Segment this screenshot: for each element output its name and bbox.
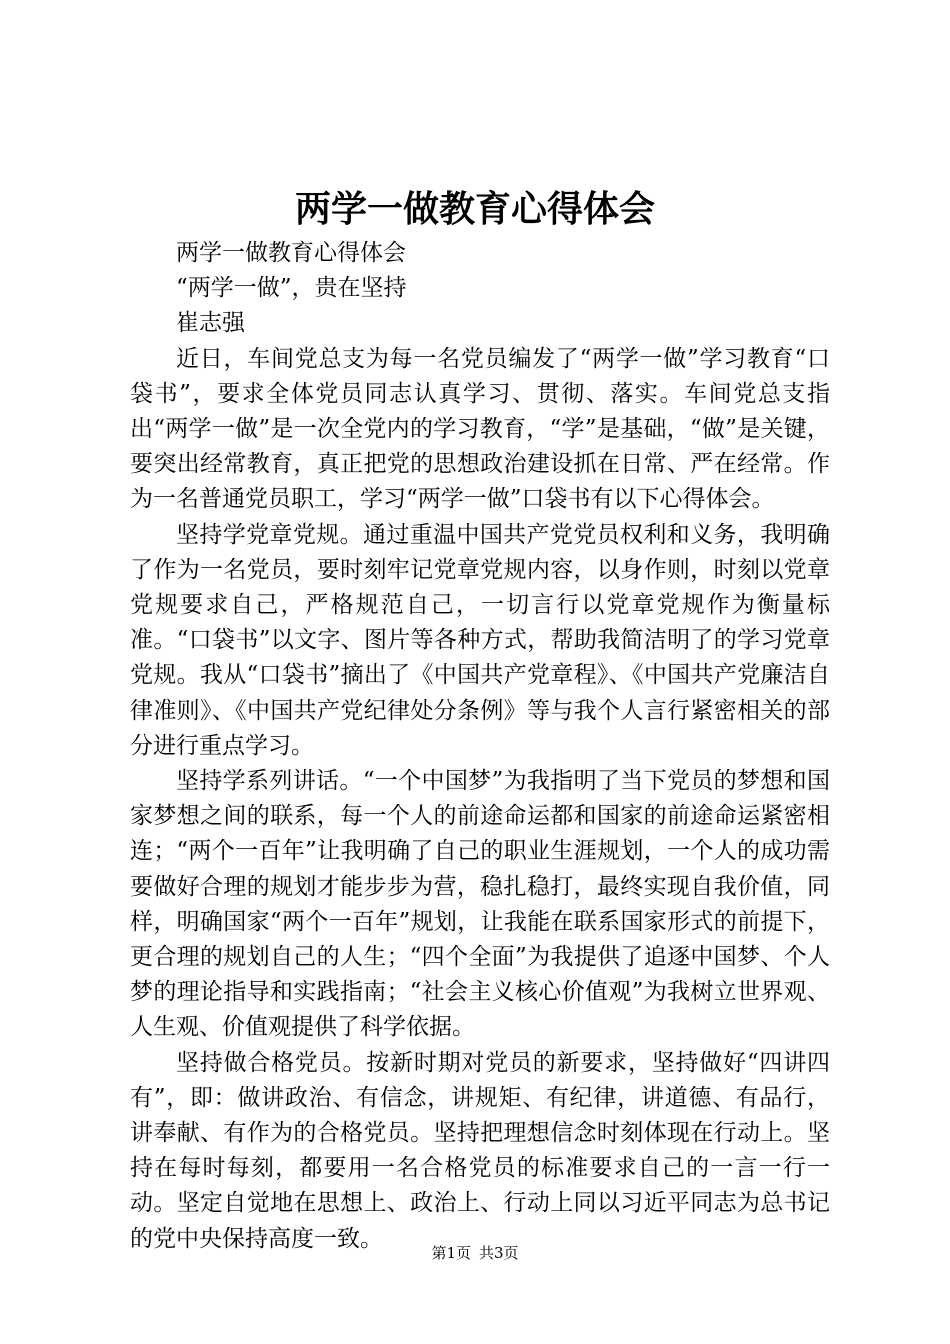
page-footer: [0, 1243, 950, 1263]
body-paragraph-speeches: 坚持学系列讲话。“一个中国梦”为我指明了当下党员的梦想和国家梦想之间的联系，每一个人的前途命运都和国家的前途命运紧密相连；“两个一百年”让我明确了自己的职业生涯规划，一个人的成功需要做好合理的规划才能步步为营，稳扎稳打，最终实现自我价值，同样，明确国家“两个一百年”规划，让我能在联系国家形式的前提下，更合理的规划自己的人生；“四个全面”为我提供了追逐中国梦、个人梦的理论指导和实践指南；“社会主义核心价值观”为我树立世界观、人生观、价值观提供了科学依据。: [130, 768, 830, 1041]
document-title: 两学一做教育心得体会: [294, 188, 655, 230]
body-paragraph-party-rules: 坚持学党章党规。通过重温中国共产党党员权利和义务，我明确了作为一名党员，要时刻牢记党章党规内容，以身作则，时刻以党章党规要求自己，严格规范自己，一切言行以党章党规作为衡量标准。“口袋书”以文字、图片等各种方式，帮助我简洁明了的学习党章党规。我从“口袋书”摘出了《中国共产党章程》、《中国共产党廉洁自律准则》、《中国共产党纪律处分条例》等与我个人言行紧密相关的部分进行重点学习。: [130, 521, 830, 759]
page-total: 共3页: [479, 1244, 519, 1262]
body-paragraph-qualified-member: 坚持做合格党员。按新时期对党员的新要求，坚持做好“四讲四有”，即：做讲政治、有信念，讲规矩、有纪律，讲道德、有品行，讲奉献、有作为的合格党员。坚持把理想信念时刻体现在行动上。坚持在每时每刻，都要用一名合格党员的标准要求自己的一言一行一动。坚定自觉地在思想上、政治上、行动上同以习近平同志为总书记的党中央保持高度一致。: [130, 1049, 830, 1252]
document-body: [130, 236, 830, 1257]
body-paragraph-subtitle: 两学一做教育心得体会: [176, 240, 406, 266]
body-paragraph-author: 崔志强: [176, 310, 245, 337]
body-paragraph-heading: “两学一做”，贵在坚持: [176, 275, 407, 302]
body-paragraph-intro: 近日，车间党总支为每一名党员编发了“两学一做”学习教育“口袋书”，要求全体党员同志认真学习、贯彻、落实。车间党总支指出“两学一做”是一次全党内的学习教育，“学”是基础，“做”是关键，要突出经常教育，真正把党的思想政治建设抓在日常、严在经常。作为一名普通党员职工，学习“两学一做”口袋书有以下心得体会。: [130, 345, 830, 513]
page-number: 第1页: [431, 1244, 471, 1262]
